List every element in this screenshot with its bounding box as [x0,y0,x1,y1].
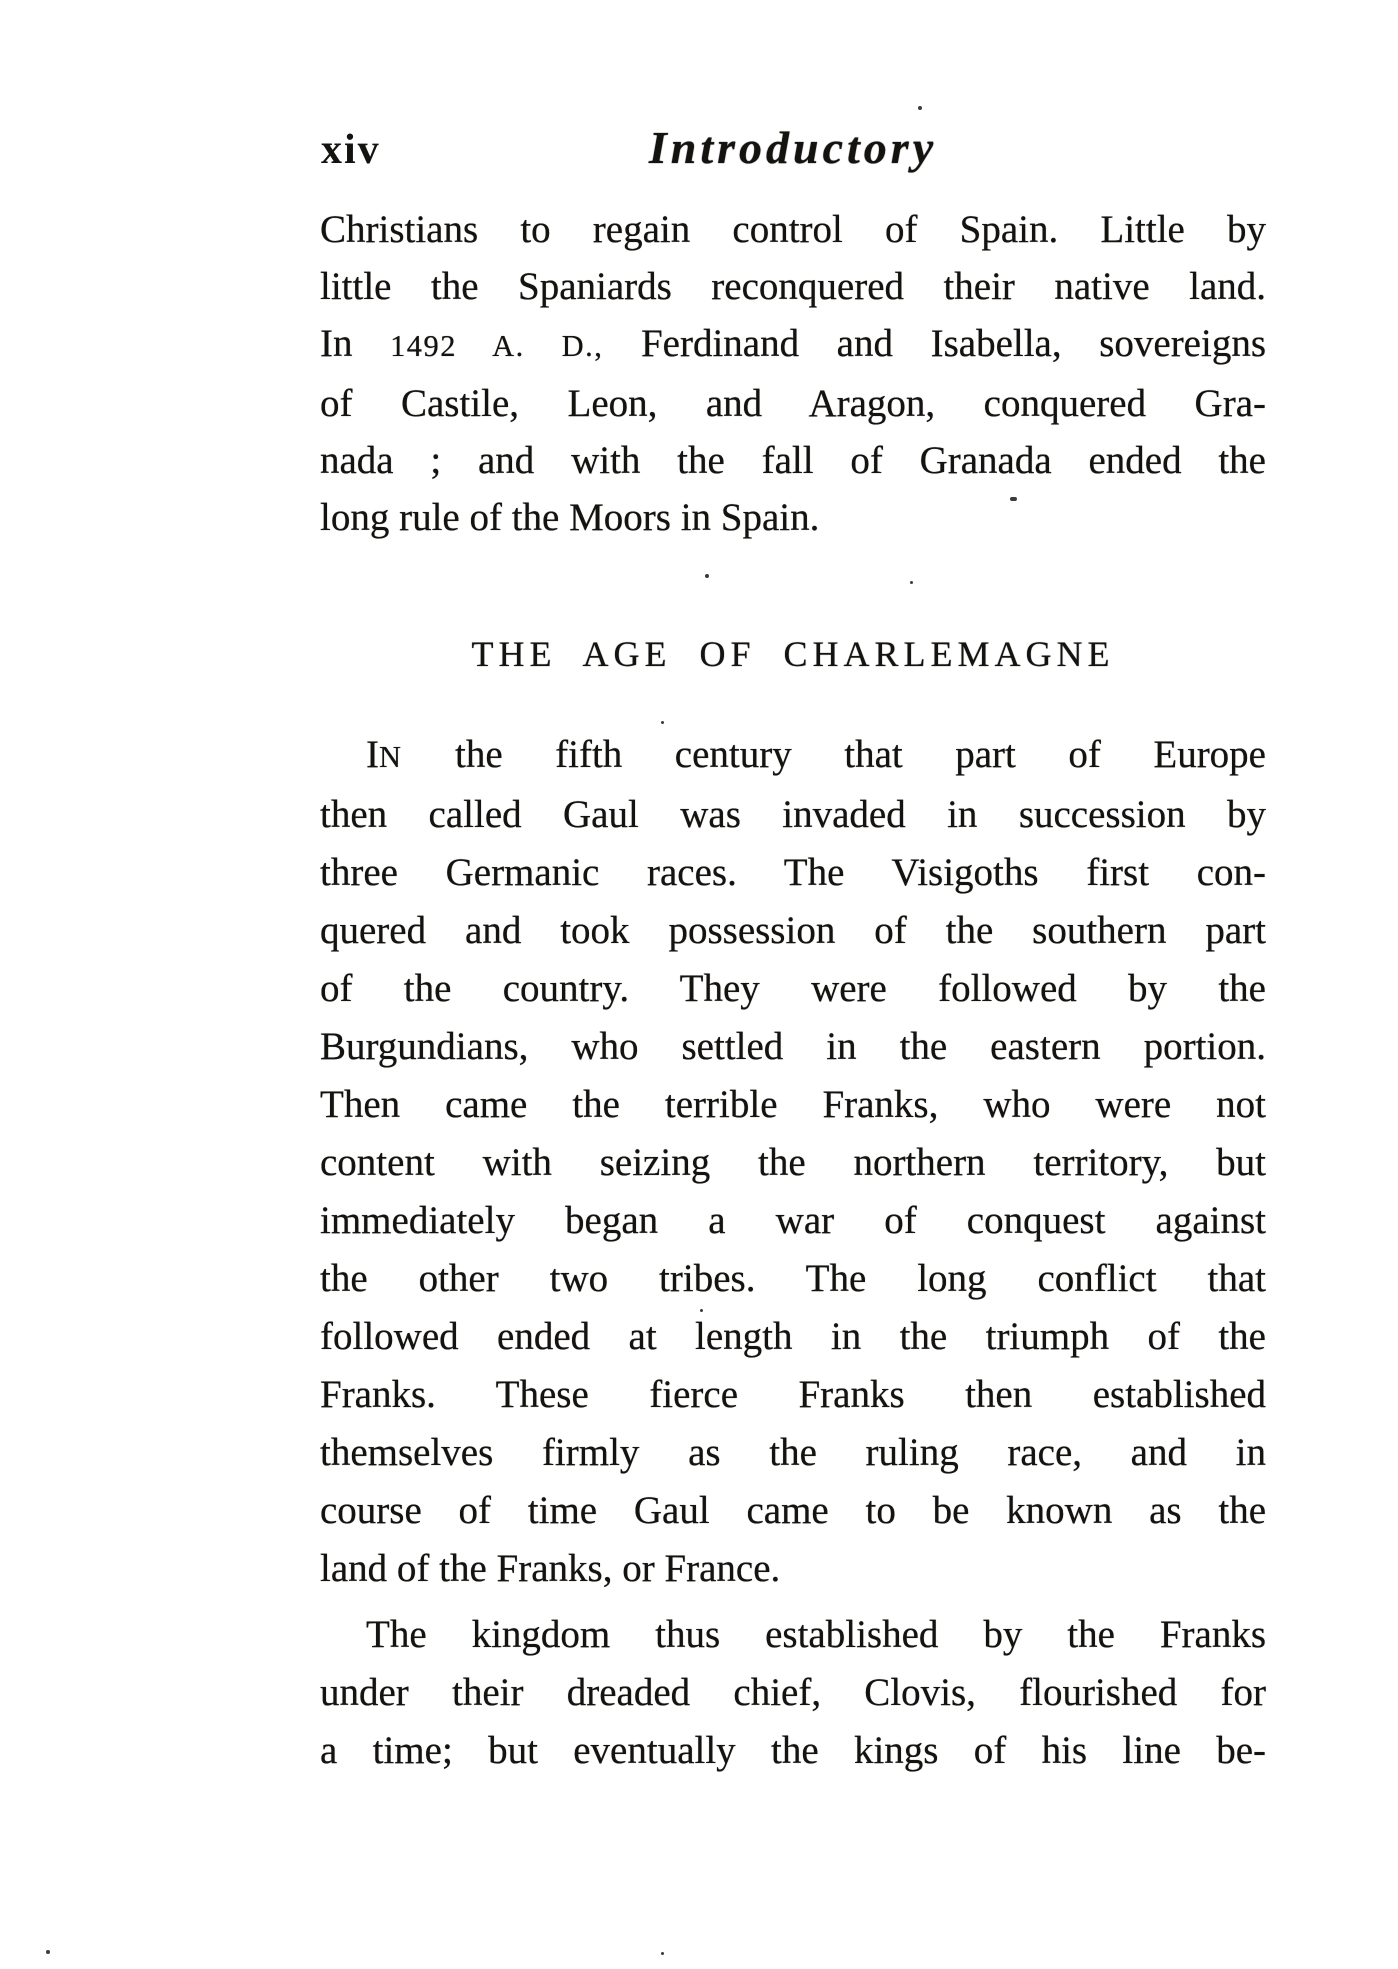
text-segment: the fifth century that part of Europe [402,733,1266,776]
text-line: immediately began a war of conquest against [320,1199,1266,1242]
text-line: a time; but eventually the kings of his line be- [320,1729,1266,1772]
text-line: under their dreaded chief, Clovis, flourished for [320,1671,1266,1714]
text-line: of Castile, Leon, and Aragon, conquered Gra- [320,382,1266,425]
text-line: themselves firmly as the ruling race, and in [320,1431,1266,1474]
text-line: course of time Gaul came to be known as the [320,1489,1266,1532]
scan-speck [661,1952,664,1955]
section-heading: THE AGE OF CHARLEMAGNE [471,634,1115,674]
page-number: xiv [321,127,381,173]
text-segment: I [366,733,379,776]
text-line: then called Gaul was invaded in succession by [320,793,1266,836]
text-line: the other two tribes. The long conflict that [320,1257,1266,1300]
scan-speck [705,574,709,578]
text-line: of the country. They were followed by the [320,967,1266,1010]
text-line: Christians to regain control of Spain. Little by [320,208,1266,251]
scan-speck [46,1950,50,1954]
text-line: nada ; and with the fall of Granada ended the [320,439,1266,482]
text-line: The kingdom thus established by the Franks [366,1613,1266,1656]
scan-speck [700,1309,703,1312]
text-line: followed ended at length in the triumph of the [320,1315,1266,1358]
paragraph [320,1606,1266,1780]
paragraph [320,726,1266,1598]
text-line: little the Spaniards reconquered their native land. [320,265,1266,308]
text-line: Franks. These fierce Franks then established [320,1373,1266,1416]
text-line: content with seizing the northern territory, but [320,1141,1266,1184]
text-line [320,726,1266,786]
text-line [320,315,1266,375]
text-line: Then came the terrible Franks, who were not [320,1083,1266,1126]
running-head: Introductory [648,122,938,173]
page-header [320,122,1266,189]
scan-speck [910,581,913,584]
text-line: land of the Franks, or France. [320,1547,781,1590]
scan-speck [918,106,922,110]
scan-speck [1010,497,1017,501]
scan-speck [661,721,664,724]
text-segment: Ferdinand and Isabella, sovereigns [603,322,1266,365]
text-line: Burgundians, who settled in the eastern portion. [320,1025,1266,1068]
text-segment: In [320,322,391,365]
text-line: three Germanic races. The Visigoths first con- [320,851,1266,894]
text-line: long rule of the Moors in Spain. [320,496,820,539]
paragraph [320,201,1266,546]
small-caps-text: N [379,740,403,774]
small-caps-text: 1492 A. D., [390,329,604,363]
text-line: quered and took possession of the southern part [320,909,1266,952]
